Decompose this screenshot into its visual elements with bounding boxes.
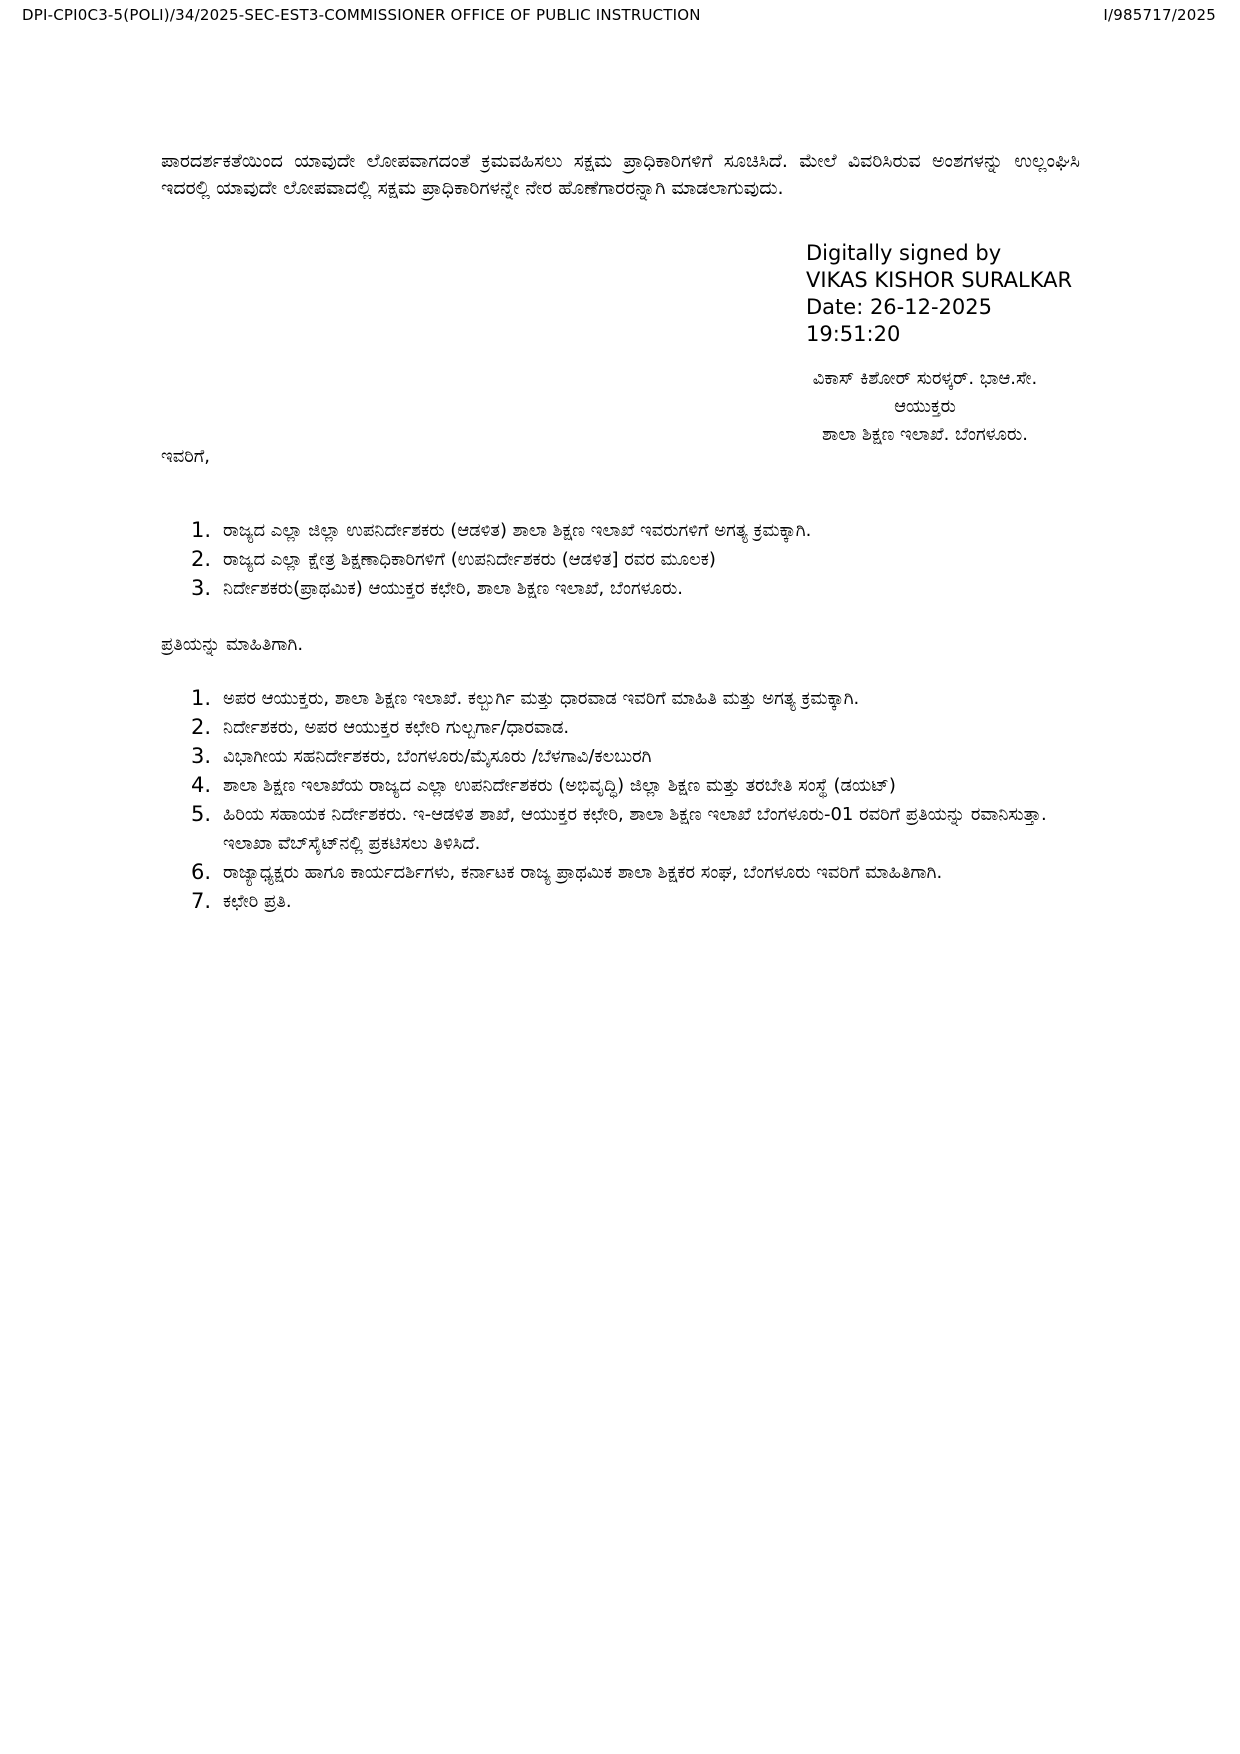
list-item-text: ನಿರ್ದೇಶಕರು, ಅಪರ ಆಯುಕ್ತರ ಕಛೇರಿ ಗುಲ್ಬರ್ಗಾ/ಧಾರವಾಡ.	[223, 717, 570, 738]
recipient-list	[161, 516, 1081, 603]
list-item	[161, 800, 1081, 858]
list-item	[161, 545, 1081, 574]
signer-designation: ಆಯುಕ್ತರು	[894, 396, 956, 417]
salutation: ಇವರಿಗೆ,	[161, 446, 210, 467]
body-paragraph: ಪಾರದರ್ಶಕತೆಯಿಂದ ಯಾವುದೇ ಲೋಪವಾಗದಂತೆ ಕ್ರಮವಹಿಸಲು ಸಕ್ಷಮ ಪ್ರಾಧಿಕಾರಿಗಳಿಗೆ ಸೂಚಿಸಿದೆ. ಮೇಲೆ ವಿವರಿಸಿರುವ ಅಂಶಗಳನ್ನು ಉಲ್ಲಂಘಿಸಿ ಇದರಲ್ಲಿ ಯಾವುದೇ ಲೋಪವಾದಲ್ಲಿ ಸಕ್ಷಮ ಪ್ರಾಧಿಕಾರಿಗಳನ್ನೇ ನೇರ ಹೊಣೆಗಾರರನ್ನಾಗಿ ಮಾಡಲಾಗುವುದು.	[161, 150, 1080, 199]
signer-office: ಶಾಲಾ ಶಿಕ್ಷಣ ಇಲಾಖೆ. ಬೆಂಗಳೂರು.	[822, 424, 1028, 445]
signature-line-2: VIKAS KISHOR SURALKAR	[806, 268, 1073, 292]
inward-number-header: I/985717/2025	[1103, 6, 1216, 24]
list-item-number: 1.	[191, 518, 212, 542]
list-item	[161, 771, 1081, 800]
copy-to-list	[161, 684, 1081, 916]
list-item-text: ಹಿರಿಯ ಸಹಾಯಕ ನಿರ್ದೇಶಕರು. ಇ-ಆಡಳಿತ ಶಾಖೆ, ಆಯುಕ್ತರ ಕಛೇರಿ, ಶಾಲಾ ಶಿಕ್ಷಣ ಇಲಾಖೆ ಬೆಂಗಳೂರು-01 ರವರಿಗೆ ಪ್ರತಿಯನ್ನು ರವಾನಿಸುತ್ತಾ. ಇಲಾಖಾ ವೆಬ್‌ಸೈಟ್‌ನಲ್ಲಿ ಪ್ರಕಟಿಸಲು ತಿಳಿಸಿದೆ.	[223, 804, 1047, 854]
signature-line-4: 19:51:20	[806, 322, 901, 346]
list-item-text: ರಾಜ್ಯದ ಎಲ್ಲಾ ಜಿಲ್ಲಾ ಉಪನಿರ್ದೇಶಕರು (ಆಡಳಿತ) ಶಾಲಾ ಶಿಕ್ಷಣ ಇಲಾಖೆ ಇವರುಗಳಿಗೆ ಅಗತ್ಯ ಕ್ರಮಕ್ಕಾಗಿ.	[223, 520, 812, 541]
list-item-text: ಕಛೇರಿ ಪ್ರತಿ.	[223, 891, 292, 912]
list-item-text: ನಿರ್ದೇಶಕರು(ಪ್ರಾಥಮಿಕ) ಆಯುಕ್ತರ ಕಛೇರಿ, ಶಾಲಾ ಶಿಕ್ಷಣ ಇಲಾಖೆ, ಬೆಂಗಳೂರು.	[223, 578, 683, 599]
list-item-number: 3.	[191, 744, 212, 768]
list-item	[161, 742, 1081, 771]
list-item-text: ವಿಭಾಗೀಯ ಸಹನಿರ್ದೇಶಕರು, ಬೆಂಗಳೂರು/ಮೈಸೂರು /ಬೆಳಗಾವಿ/ಕಲಬುರಗಿ	[223, 746, 652, 767]
list-item-text: ರಾಜ್ಯದ ಎಲ್ಲಾ ಕ್ಷೇತ್ರ ಶಿಕ್ಷಣಾಧಿಕಾರಿಗಳಿಗೆ (ಉಪನಿರ್ದೇಶಕರು (ಆಡಳಿತ] ರವರ ಮೂಲಕ)	[223, 549, 716, 570]
signature-line-3: Date: 26-12-2025	[806, 295, 992, 319]
list-item	[161, 858, 1081, 887]
list-item	[161, 713, 1081, 742]
list-item	[161, 516, 1081, 545]
list-item	[161, 887, 1081, 916]
list-item-text: ಶಾಲಾ ಶಿಕ್ಷಣ ಇಲಾಖೆಯ ರಾಜ್ಯದ ಎಲ್ಲಾ ಉಪನಿರ್ದೇಶಕರು (ಅಭಿವೃದ್ಧಿ) ಜಿಲ್ಲಾ ಶಿಕ್ಷಣ ಮತ್ತು ತರಬೇತಿ ಸಂಸ್ಥೆ (ಡಯಟ್)	[223, 775, 896, 796]
signer-name: ವಿಕಾಸ್ ಕಿಶೋರ್ ಸುರಳ್ಕರ್. ಭಾಆ.ಸೇ.	[812, 368, 1038, 389]
digital-signature-block	[806, 240, 1072, 348]
list-item	[161, 574, 1081, 603]
list-item-number: 5.	[191, 802, 212, 826]
list-item-number: 2.	[191, 715, 212, 739]
list-item-number: 2.	[191, 547, 212, 571]
list-item-number: 7.	[191, 889, 212, 913]
list-item-number: 3.	[191, 576, 212, 600]
list-item-text: ಅಪರ ಆಯುಕ್ತರು, ಶಾಲಾ ಶಿಕ್ಷಣ ಇಲಾಖೆ. ಕಲ್ಬುರ್ಗಿ ಮತ್ತು ಧಾರವಾಡ ಇವರಿಗೆ ಮಾಹಿತಿ ಮತ್ತು ಅಗತ್ಯ ಕ್ರಮಕ್ಕಾಗಿ.	[223, 688, 860, 709]
list-item	[161, 684, 1081, 713]
list-item-text: ರಾಜ್ಯಾಧ್ಯಕ್ಷರು ಹಾಗೂ ಕಾರ್ಯದರ್ಶಿಗಳು, ಕರ್ನಾಟಕ ರಾಜ್ಯ ಪ್ರಾಥಮಿಕ ಶಾಲಾ ಶಿಕ್ಷಕರ ಸಂಘ, ಬೆಂಗಳೂರು ಇವರಿಗೆ ಮಾಹಿತಿಗಾಗಿ.	[223, 862, 943, 883]
list-item-number: 4.	[191, 773, 212, 797]
list-item-number: 6.	[191, 860, 212, 884]
list-item-number: 1.	[191, 686, 212, 710]
signature-line-1: Digitally signed by	[806, 241, 1002, 265]
file-reference-header: DPI-CPI0C3-5(POLI)/34/2025-SEC-EST3-COMMISSIONER OFFICE OF PUBLIC INSTRUCTION	[22, 6, 701, 24]
copy-heading: ಪ್ರತಿಯನ್ನು ಮಾಹಿತಿಗಾಗಿ.	[161, 634, 304, 655]
signer-block	[770, 365, 1080, 449]
